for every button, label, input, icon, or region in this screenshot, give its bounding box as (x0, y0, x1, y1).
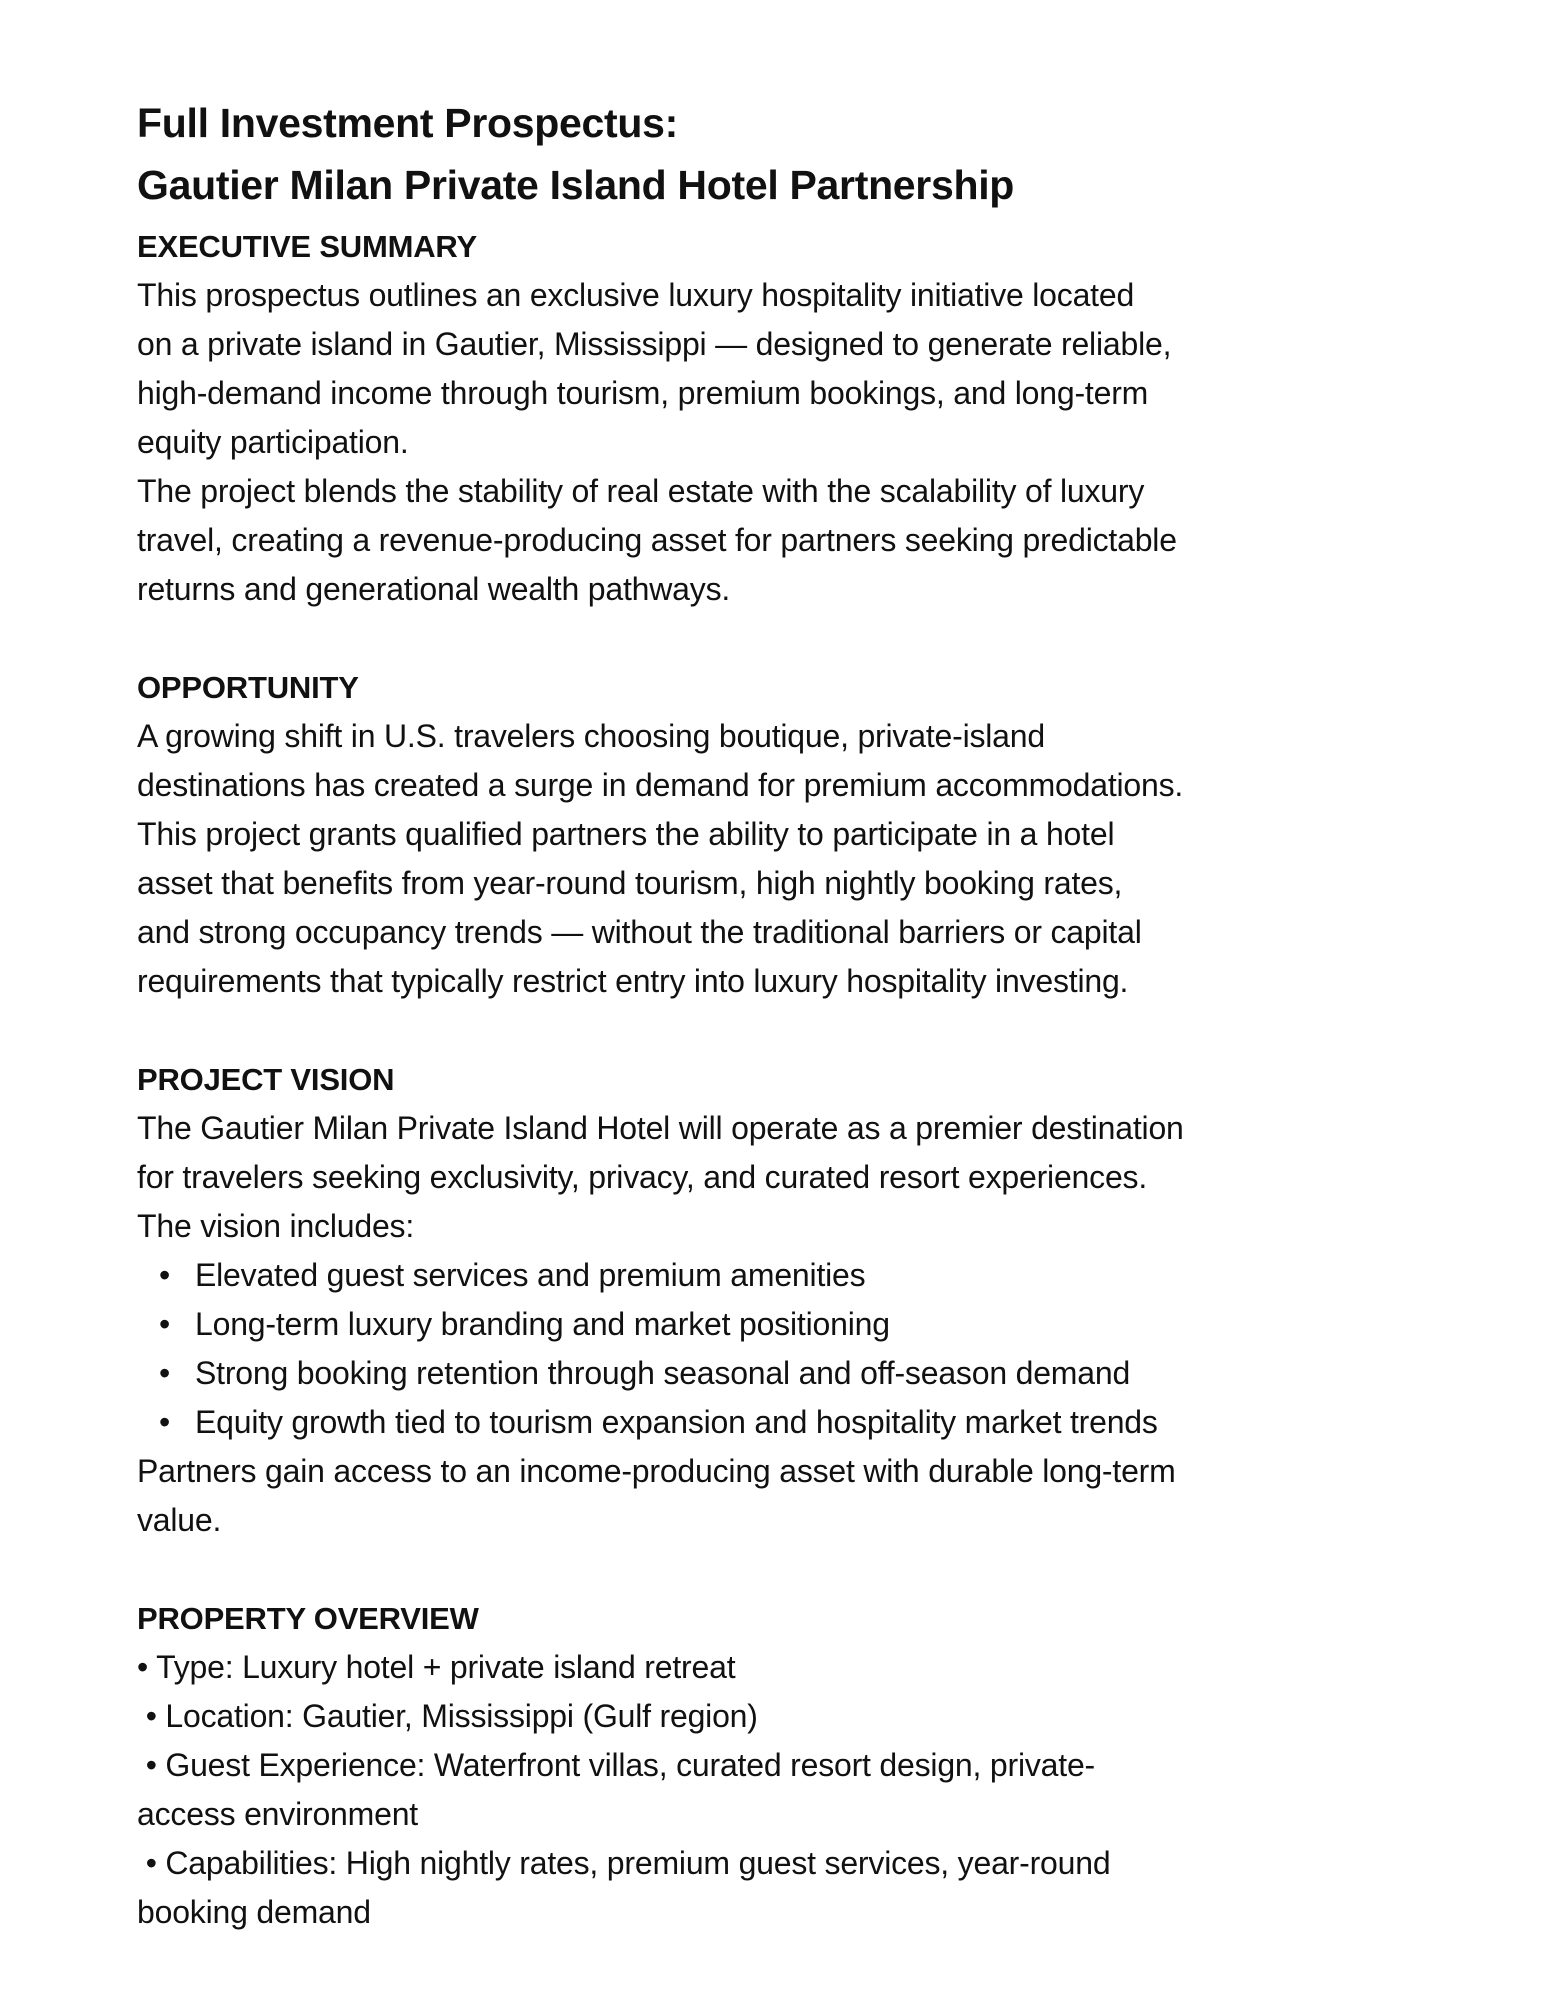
paragraph-line: This prospectus outlines an exclusive luxury hospitality initiative located (137, 277, 1135, 313)
paragraph-line: access environment (137, 1796, 418, 1832)
list-item-text: Elevated guest services and premium amenities (195, 1257, 866, 1293)
paragraph-line: travel, creating a revenue-producing asset for partners seeking predictable (137, 522, 1177, 558)
bullet-icon: • (159, 1306, 171, 1342)
paragraph-line: destinations has created a surge in demand for premium accommodations. (137, 767, 1184, 803)
property-overview-section (137, 1594, 1437, 1937)
paragraph-line: Partners gain access to an income-producing asset with durable long-term (137, 1453, 1176, 1489)
paragraph-line: on a private island in Gautier, Mississippi — designed to generate reliable, (137, 326, 1172, 362)
paragraph-line: • Guest Experience: Waterfront villas, curated resort design, private- (137, 1747, 1096, 1783)
paragraph-line: The Gautier Milan Private Island Hotel will operate as a premier destination (137, 1110, 1184, 1146)
paragraph-line: A growing shift in U.S. travelers choosing boutique, private-island (137, 718, 1045, 754)
section-heading: OPPORTUNITY (137, 670, 359, 705)
title-line-1: Full Investment Prospectus: (137, 100, 678, 146)
list-item (137, 1251, 1437, 1300)
list-item (137, 1349, 1437, 1398)
document-title (137, 92, 1437, 216)
bullet-icon: • (159, 1355, 171, 1391)
paragraph-line: • Type: Luxury hotel + private island retreat (137, 1649, 736, 1685)
section-heading: PROPERTY OVERVIEW (137, 1601, 479, 1636)
paragraph-line: This project grants qualified partners the ability to participate in a hotel (137, 816, 1115, 852)
section-heading: PROJECT VISION (137, 1062, 395, 1097)
bullet-icon: • (159, 1257, 171, 1293)
list-item-text: Long-term luxury branding and market positioning (195, 1306, 890, 1342)
paragraph-line: • Capabilities: High nightly rates, premium guest services, year-round (137, 1845, 1111, 1881)
list-item-text: Equity growth tied to tourism expansion and hospitality market trends (195, 1404, 1158, 1440)
paragraph-line: high-demand income through tourism, premium bookings, and long-term (137, 375, 1149, 411)
list-item (137, 1300, 1437, 1349)
paragraph-line: for travelers seeking exclusivity, privacy, and curated resort experiences. (137, 1159, 1148, 1195)
paragraph-line: returns and generational wealth pathways. (137, 571, 731, 607)
paragraph-line: The vision includes: (137, 1208, 415, 1244)
paragraph-line: • Location: Gautier, Mississippi (Gulf region) (137, 1698, 758, 1734)
list-item (137, 1398, 1437, 1447)
opportunity-section (137, 663, 1437, 1006)
paragraph-line: value. (137, 1502, 222, 1538)
list-item-text: Strong booking retention through seasonal and off-season demand (195, 1355, 1131, 1391)
spacer (137, 1545, 1437, 1594)
paragraph-line: asset that benefits from year-round tourism, high nightly booking rates, (137, 865, 1123, 901)
executive-summary-section (137, 222, 1437, 614)
paragraph-line: requirements that typically restrict entry into luxury hospitality investing. (137, 963, 1129, 999)
prospectus-document (137, 92, 1437, 1937)
paragraph-line: equity participation. (137, 424, 409, 460)
paragraph-line: and strong occupancy trends — without the traditional barriers or capital (137, 914, 1142, 950)
paragraph-line: The project blends the stability of real estate with the scalability of luxury (137, 473, 1145, 509)
section-heading: EXECUTIVE SUMMARY (137, 229, 477, 264)
spacer (137, 1006, 1437, 1055)
project-vision-section (137, 1055, 1437, 1545)
paragraph-line: booking demand (137, 1894, 371, 1930)
title-line-2: Gautier Milan Private Island Hotel Partnership (137, 162, 1015, 208)
bullet-icon: • (159, 1404, 171, 1440)
spacer (137, 614, 1437, 663)
